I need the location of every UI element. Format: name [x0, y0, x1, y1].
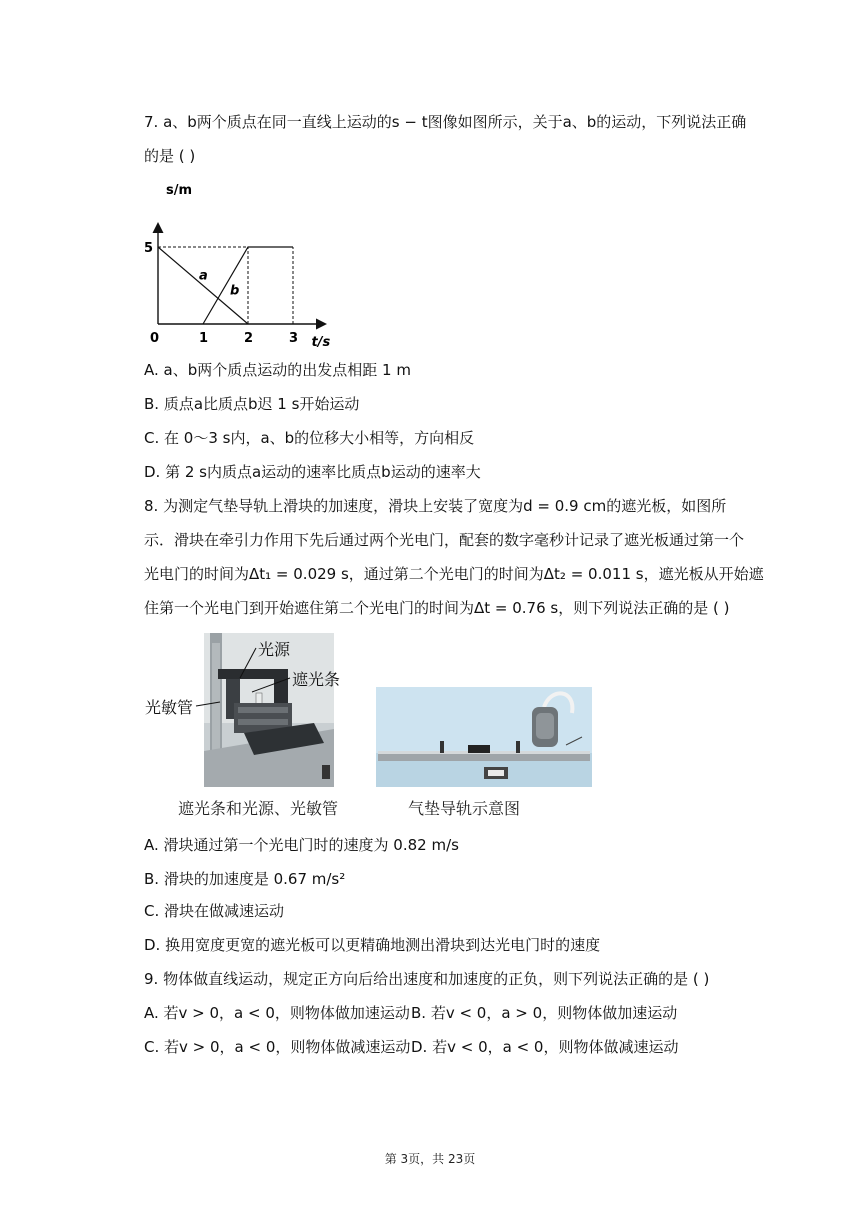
q8-stem-line2: 示．滑块在牵引力作用下先后通过两个光电门，配套的数字毫秒计记录了遮光板通过第一个	[144, 531, 745, 549]
series-label-a: a	[199, 268, 208, 284]
label-photo-sensor: 光敏管	[145, 698, 194, 717]
q8-option-a: A. 滑块通过第一个光电门时的速度为 0.82 m/s	[144, 836, 459, 854]
q8-stem-line4: 住第一个光电门到开始遮住第二个光电门的时间为Δt = 0.76 s，则下列说法正确的是 ( )	[144, 599, 730, 617]
q7-stem-line2: 的是 ( )	[144, 147, 196, 165]
caption-light-gate: 遮光条和光源、光敏管	[178, 799, 339, 818]
q8-option-c: C. 滑块在做减速运动	[144, 902, 285, 920]
q7-stem-line1: 7. a、b两个质点在同一直线上运动的s − t图像如图所示，关于a、b的运动，下列说法正确	[144, 113, 747, 131]
x-axis-label: t/s	[311, 335, 331, 350]
q9-option-d: D. 若v < 0，a < 0，则物体做减速运动	[411, 1038, 679, 1056]
q7-option-a: A. a、b两个质点运动的出发点相距 1 m	[144, 361, 411, 379]
label-shutter-strip: 遮光条	[292, 670, 341, 689]
q8-option-d: D. 换用宽度更宽的遮光板可以更精确地测出滑块到达光电门时的速度	[144, 936, 601, 954]
q9-option-b: B. 若v < 0，a > 0，则物体做加速运动	[411, 1004, 678, 1022]
y-axis-label: s/m	[166, 183, 193, 198]
q8-stem-line1: 8. 为测定气垫导轨上滑块的加速度，滑块上安装了宽度为d = 0.9 cm的遮光板，如图所	[144, 497, 727, 515]
air-track-photo	[376, 687, 592, 787]
series-label-b: b	[230, 283, 240, 299]
caption-air-track: 气垫导轨示意图	[408, 799, 521, 818]
x-tick-label-3: 3	[289, 331, 299, 346]
q7-st-graph	[140, 180, 340, 350]
x-tick-label-0: 0	[150, 331, 160, 346]
q7-option-b: B. 质点a比质点b迟 1 s开始运动	[144, 395, 360, 413]
x-tick-label-2: 2	[244, 331, 254, 346]
label-pointer-lines	[190, 640, 310, 720]
q8-option-b: B. 滑块的加速度是 0.67 m/s²	[144, 870, 346, 888]
page-footer: 第 3页，共 23页	[384, 1152, 476, 1166]
x-tick-label-1: 1	[199, 331, 209, 346]
q9-stem: 9. 物体做直线运动，规定正方向后给出速度和加速度的正负，则下列说法正确的是 ( )	[144, 970, 710, 988]
y-tick-label-5: 5	[144, 241, 154, 256]
q7-option-c: C. 在 0～3 s内，a、b的位移大小相等，方向相反	[144, 429, 475, 447]
q8-stem-line3: 光电门的时间为Δt₁ = 0.029 s，通过第二个光电门的时间为Δt₂ = 0.011 s，遮光板从开始遮	[144, 565, 764, 583]
q7-option-d: D. 第 2 s内质点a运动的速率比质点b运动的速率大	[144, 463, 481, 481]
q9-option-c: C. 若v > 0，a < 0，则物体做减速运动	[144, 1038, 411, 1056]
q9-option-a: A. 若v > 0，a < 0，则物体做加速运动	[144, 1004, 410, 1022]
label-light-source: 光源	[258, 640, 291, 659]
